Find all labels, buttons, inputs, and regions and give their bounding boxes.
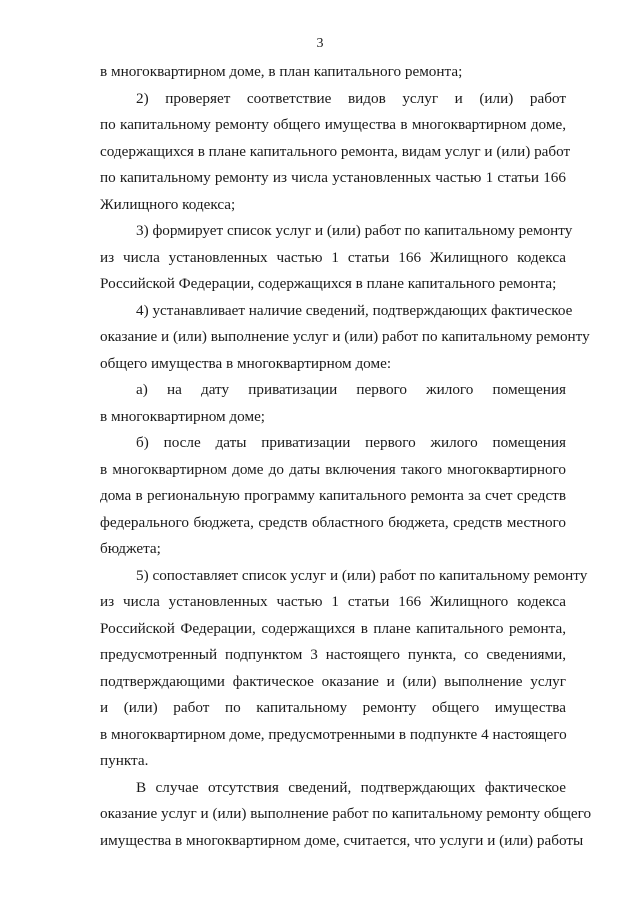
text-line: 3) формирует список услуг и (или) работ по капитальному ремонту (136, 222, 573, 239)
text-line: федерального бюджета, средств областного бюджета, средств местного (100, 513, 566, 531)
text-line: пункта. (100, 752, 149, 769)
document-body (100, 59, 592, 854)
text-line: Российской Федерации, содержащихся в плане капитального ремонта; (100, 275, 557, 292)
text-line: оказание и (или) выполнение услуг и (или) работ по капитальному ремонту (100, 328, 590, 345)
paragraph (100, 86, 571, 219)
text-line: в многоквартирном доме, в план капитального ремонта; (100, 63, 463, 80)
text-line: общего имущества в многоквартирном доме: (100, 354, 392, 372)
text-line: а) на дату приватизации первого жилого помещения (136, 381, 566, 398)
paragraph (100, 430, 566, 563)
text-line: Российской Федерации, содержащихся в плане капитального ремонта, (100, 619, 566, 637)
text-line: 5) сопоставляет список услуг и (или) работ по капитальному ремонту (136, 566, 588, 584)
paragraph (100, 775, 592, 855)
text-line: в многоквартирном доме; (100, 407, 266, 425)
text-line: 2) проверяет соответствие видов услуг и (или) работ (136, 89, 566, 107)
paragraph (100, 298, 590, 378)
paragraph (100, 218, 573, 298)
text-line: и (или) работ по капитальному ремонту общего имущества (100, 699, 566, 716)
text-line: имущества в многоквартирном доме, считается, что услуги и (или) работы (100, 831, 584, 849)
text-line: дома в региональную программу капитального ремонта за счет средств (100, 487, 566, 504)
text-line: содержащихся в плане капитального ремонта, видам услуг и (или) работ (100, 142, 571, 160)
text-line: в многоквартирном доме до даты включения такого многоквартирного (100, 460, 566, 478)
text-line: бюджета; (100, 540, 161, 557)
text-line: из числа установленных частью 1 статьи 166 Жилищного кодекса (100, 248, 566, 266)
text-line: по капитальному ремонту общего имущества в многоквартирном доме, (100, 116, 566, 133)
text-line: из числа установленных частью 1 статьи 166 Жилищного кодекса (100, 593, 566, 610)
paragraph (100, 563, 588, 775)
text-line: 4) устанавливает наличие сведений, подтверждающих фактическое (136, 301, 573, 319)
text-line: по капитальному ремонту из числа установленных частью 1 статьи 166 (100, 169, 566, 186)
text-line: подтверждающими фактическое оказание и (или) выполнение услуг (100, 672, 566, 690)
text-line: оказание услуг и (или) выполнение работ по капитальному ремонту общего (100, 805, 592, 822)
paragraph (100, 377, 566, 430)
text-line: предусмотренный подпунктом 3 настоящего пункта, со сведениями, (100, 646, 566, 663)
text-line: Жилищного кодекса; (100, 195, 236, 213)
paragraph (100, 59, 566, 86)
page-number: 3 (316, 36, 324, 51)
text-line: б) после даты приватизации первого жилого помещения (136, 434, 566, 451)
text-line: В случае отсутствия сведений, подтверждающих фактическое (136, 778, 566, 796)
text-line: в многоквартирном доме, предусмотренными в подпункте 4 настоящего (100, 725, 567, 743)
